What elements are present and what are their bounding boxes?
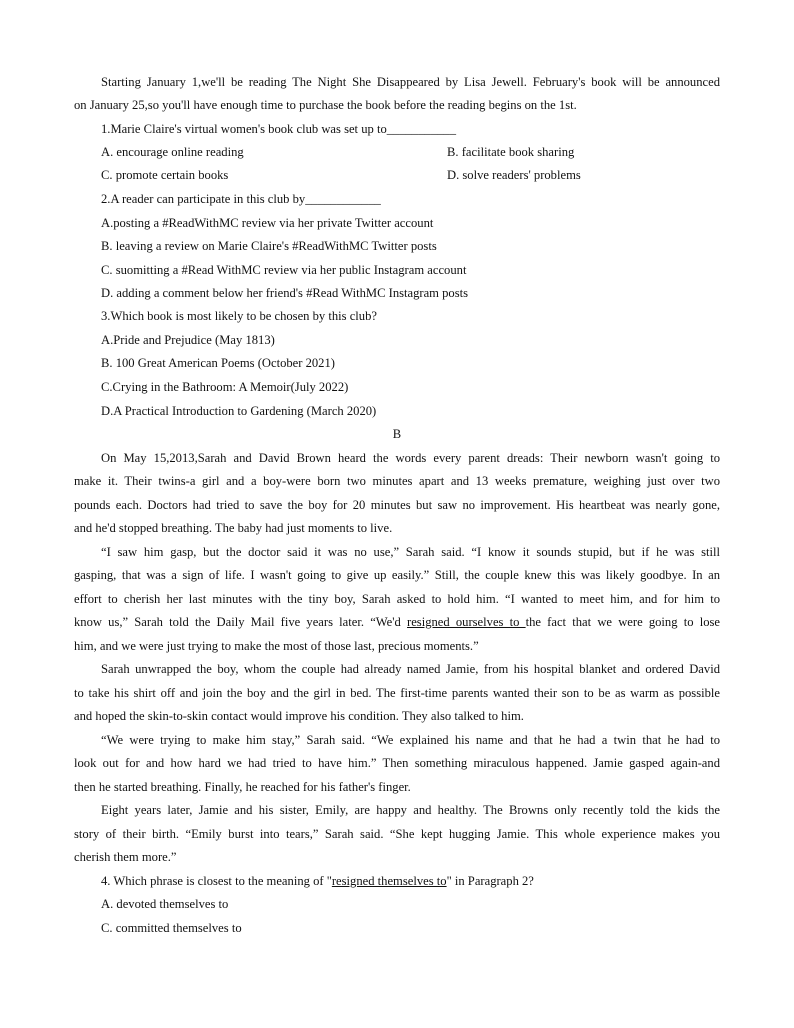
paragraph-line: on January 25,so you'll have enough time to purchase the book before the reading begins on the 1st.: [74, 98, 577, 112]
question-3-stem: 3.Which book is most likely to be chosen by this club?: [101, 309, 377, 323]
question-2-option-d: D. adding a comment below her friend's #Read WithMC Instagram posts: [101, 286, 469, 300]
paragraph-line: Eight years later, Jamie and his sister, Emily, are happy and healthy. The Browns only recently told the kids the: [101, 803, 720, 817]
question-4-stem: [101, 873, 720, 889]
paragraph-line: him, and we were just trying to make the most of those last, precious moments.”: [74, 639, 479, 653]
question-4-option-a: A. devoted themselves to: [101, 897, 229, 911]
question-2-option-a: A.posting a #ReadWithMC review via her private Twitter account: [101, 216, 434, 230]
question-3-option-c: C.Crying in the Bathroom: A Memoir(July 2022): [101, 380, 349, 394]
paragraph-line: and he'd stopped breathing. The baby had just moments to live.: [74, 521, 393, 535]
question-2-stem: 2.A reader can participate in this club by____________: [101, 192, 381, 206]
question-1-stem: 1.Marie Claire's virtual women's book club was set up to___________: [101, 122, 457, 136]
paragraph-line: cherish them more.”: [74, 850, 177, 864]
paragraph-line: then he started breathing. Finally, he reached for his father's finger.: [74, 780, 411, 794]
paragraph-line: effort to cherish her last minutes with the tiny boy, Sarah asked to hold him. “I wanted to meet him, and for him to: [74, 592, 720, 606]
section-b-heading: B: [392, 427, 402, 441]
question-1-option-d: D. solve readers' problems: [447, 168, 581, 182]
paragraph-line: Starting January 1,we'll be reading The Night She Disappeared by Lisa Jewell. February's book will be announced: [101, 75, 720, 89]
paragraph-line: make it. Their twins-a girl and a boy-were born two minutes apart and 13 weeks premature, weighing just over two: [74, 474, 720, 488]
question-4-option-c: C. committed themselves to: [101, 921, 242, 935]
underlined-phrase: resigned themselves to: [331, 874, 447, 888]
paragraph-line: Sarah unwrapped the boy, whom the couple had already named Jamie, from his hospital blanket and ordered David: [101, 662, 720, 676]
paragraph-line: look out for and how hard we had tried to have him.” Then something miraculous happened. Jamie gasped again-and: [74, 756, 720, 770]
text-segment: " in Paragraph 2?: [446, 874, 534, 888]
question-3-option-b: B. 100 Great American Poems (October 2021): [101, 356, 335, 370]
question-1-option-b: B. facilitate book sharing: [447, 145, 575, 159]
paragraph-line: “We were trying to make him stay,” Sarah said. “We explained his name and that he had a twin that he had to: [101, 733, 720, 747]
text-segment: 4. Which phrase is closest to the meaning of ": [101, 874, 332, 888]
question-1-option-a: A. encourage online reading: [101, 145, 244, 159]
text-segment: know us,” Sarah told the Daily Mail five years later. “We'd: [74, 615, 408, 629]
paragraph-line: to take his shirt off and join the boy and the girl in bed. The first-time parents wanted their son to be as warm as possible: [74, 686, 720, 700]
paragraph-line: and hoped the skin-to-skin contact would improve his condition. They also talked to him.: [74, 709, 524, 723]
question-3-option-d: D.A Practical Introduction to Gardening (March 2020): [101, 404, 377, 418]
question-2-option-b: B. leaving a review on Marie Claire's #ReadWithMC Twitter posts: [101, 239, 437, 253]
question-1-option-c: C. promote certain books: [101, 168, 229, 182]
paragraph-line: On May 15,2013,Sarah and David Brown heard the words every parent dreads: Their newborn wasn't going to: [101, 451, 720, 465]
question-3-option-a: A.Pride and Prejudice (May 1813): [101, 333, 275, 347]
paragraph-line: gasping, that was a sign of life. I wasn't going to give up easily.” Still, the couple knew this was likely goodbye. In an: [74, 568, 720, 582]
paragraph-line: pounds each. Doctors had tried to save the boy for 20 minutes but saw no improvement. His heartbeat was nearly gone,: [74, 498, 720, 512]
underlined-phrase: resigned ourselves to: [407, 615, 526, 629]
text-segment: the fact that we were going to lose: [525, 615, 720, 629]
paragraph-line: story of their birth. “Emily burst into tears,” Sarah said. “She kept hugging Jamie. This whole experience makes you: [74, 827, 720, 841]
paragraph-line: “I saw him gasp, but the doctor said it was no use,” Sarah said. “I know it sounds stupid, but if he was still: [101, 545, 720, 559]
question-2-option-c: C. suomitting a #Read WithMC review via her public Instagram account: [101, 263, 467, 277]
paragraph-line: [74, 614, 720, 630]
